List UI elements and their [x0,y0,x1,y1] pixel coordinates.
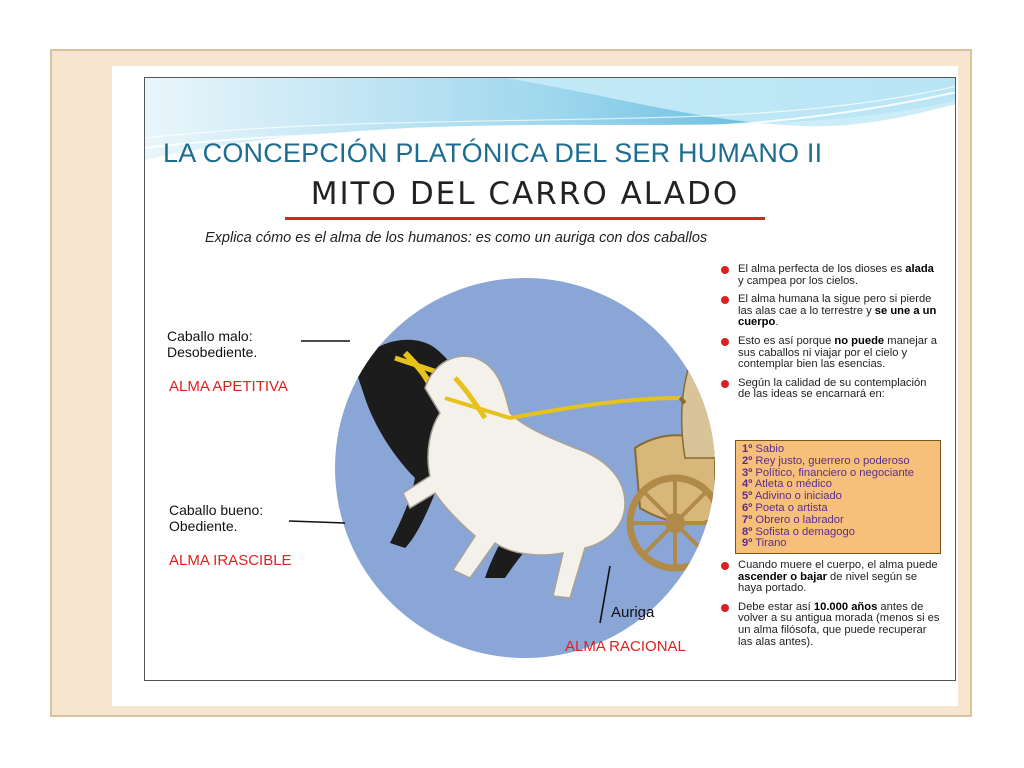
level-item: 1º Sabio [742,443,785,455]
level-item: 9º Tirano [742,537,787,550]
bad-horse-label-line2: Desobediente. [167,344,258,360]
bullet-item: El alma perfecta de los dioses es alada y campea por los cielos. [721,264,941,287]
alma-apetitiva-label: ALMA APETITIVA [169,378,288,395]
charioteer-label: Auriga [611,604,655,621]
bullet-list-after [721,560,941,655]
bullet-item: Esto es así porque no puede manejar a sus caballos ni viajar por el cielo y contemplar bien las esencias. [721,336,941,371]
slide-title: LA CONCEPCIÓN PLATÓNICA DEL SER HUMANO II [163,138,823,168]
bullet-dot-icon [721,604,729,612]
bullet-dot-icon [721,562,729,570]
bad-horse-label [167,328,257,360]
poster-heading: MITO DEL CARRO ALADO [310,176,740,212]
level-item: 7º Obrero o labrador [742,513,844,526]
level-item: 2º Rey justo, guerrero o poderoso [742,454,910,467]
bullet-item: Según la calidad de su contemplación de las ideas se encarnará en: [721,378,941,401]
poster-image [144,77,956,681]
bullet-item: El alma humana la sigue pero si pierde las alas cae a lo terrestre y se une a un cuerpo. [721,294,941,329]
bullet-item: Debe estar así 10.000 años antes de volver a su antigua morada (menos si es un alma filósofa, que puede recuperar las alas antes). [721,602,941,648]
good-horse-label-line2: Obediente. [169,518,238,534]
reincarnation-levels-box [735,440,941,554]
level-item: 8º Sofista o demagogo [742,525,855,538]
bullet-dot-icon [721,338,729,346]
good-horse-label [169,502,263,534]
alma-racional-label: ALMA RACIONAL [565,638,686,655]
level-item: 6º Poeta o artista [742,501,828,514]
good-horse-label-line1: Caballo bueno: [169,502,264,518]
bad-horse-label-line1: Caballo malo: [167,328,253,344]
level-item: 4º Atleta o médico [742,478,832,491]
bullet-dot-icon [721,266,729,274]
poster-subtitle: Explica cómo es el alma de los humanos: es como un auriga con dos caballos [205,230,708,246]
bullet-list [721,264,941,408]
alma-irascible-label: ALMA IRASCIBLE [169,552,292,569]
level-item: 5º Adivino o iniciado [742,490,842,503]
bullet-dot-icon [721,380,729,388]
level-item: 3º Político, financiero o negociante [742,466,915,479]
bullet-dot-icon [721,296,729,304]
bullet-item: Cuando muere el cuerpo, el alma puede ascender o bajar de nivel según se haya portado. [721,560,941,595]
